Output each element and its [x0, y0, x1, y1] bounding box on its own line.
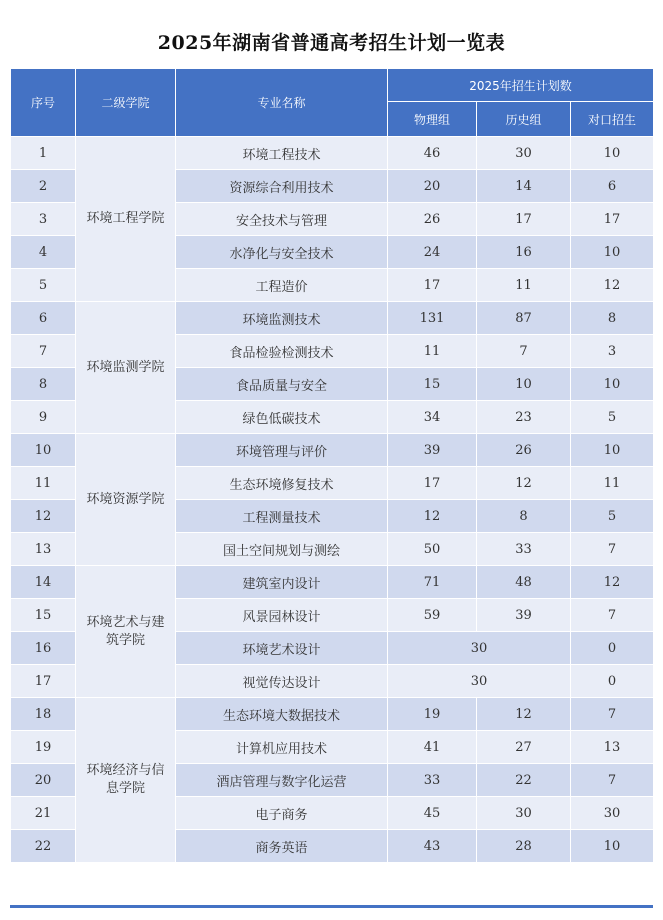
history-count: 12 — [477, 698, 571, 731]
major-name: 资源综合利用技术 — [176, 170, 388, 203]
major-name: 计算机应用技术 — [176, 731, 388, 764]
row-no: 10 — [11, 434, 76, 467]
header-college: 二级学院 — [76, 69, 176, 137]
physics-count: 39 — [388, 434, 477, 467]
row-no: 14 — [11, 566, 76, 599]
header-major: 专业名称 — [176, 69, 388, 137]
vocational-count: 11 — [571, 467, 654, 500]
row-no: 8 — [11, 368, 76, 401]
major-name: 水净化与安全技术 — [176, 236, 388, 269]
history-count: 10 — [477, 368, 571, 401]
major-name: 环境监测技术 — [176, 302, 388, 335]
history-count: 28 — [477, 830, 571, 863]
row-no: 11 — [11, 467, 76, 500]
physics-count: 17 — [388, 269, 477, 302]
physics-count: 59 — [388, 599, 477, 632]
row-no: 15 — [11, 599, 76, 632]
major-name: 建筑室内设计 — [176, 566, 388, 599]
physics-count: 71 — [388, 566, 477, 599]
major-name: 环境工程技术 — [176, 137, 388, 170]
major-name: 生态环境大数据技术 — [176, 698, 388, 731]
history-count: 48 — [477, 566, 571, 599]
physics-count: 15 — [388, 368, 477, 401]
major-name: 安全技术与管理 — [176, 203, 388, 236]
history-count: 12 — [477, 467, 571, 500]
row-no: 17 — [11, 665, 76, 698]
history-count: 26 — [477, 434, 571, 467]
row-no: 19 — [11, 731, 76, 764]
vocational-count: 10 — [571, 137, 654, 170]
row-no: 7 — [11, 335, 76, 368]
row-no: 18 — [11, 698, 76, 731]
vocational-count: 10 — [571, 368, 654, 401]
vocational-count: 8 — [571, 302, 654, 335]
vocational-count: 30 — [571, 797, 654, 830]
physics-count: 34 — [388, 401, 477, 434]
major-name: 工程测量技术 — [176, 500, 388, 533]
history-count: 7 — [477, 335, 571, 368]
college-name: 环境工程学院 — [76, 137, 176, 302]
table-row — [11, 137, 654, 170]
table-row — [11, 698, 654, 731]
row-no: 1 — [11, 137, 76, 170]
major-name: 食品质量与安全 — [176, 368, 388, 401]
table-header — [11, 69, 654, 137]
row-no: 16 — [11, 632, 76, 665]
header-physics: 物理组 — [388, 102, 477, 137]
vocational-count: 17 — [571, 203, 654, 236]
table-body — [11, 137, 654, 863]
major-name: 绿色低碳技术 — [176, 401, 388, 434]
history-count: 8 — [477, 500, 571, 533]
page-title: 2025年湖南省普通高考招生计划一览表 — [157, 32, 506, 54]
header-history: 历史组 — [477, 102, 571, 137]
college-name: 环境经济与信息学院 — [76, 698, 176, 863]
physics-count: 50 — [388, 533, 477, 566]
vocational-count: 6 — [571, 170, 654, 203]
physics-count: 11 — [388, 335, 477, 368]
history-count: 87 — [477, 302, 571, 335]
physics-count: 17 — [388, 467, 477, 500]
vocational-count: 7 — [571, 764, 654, 797]
physics-count: 43 — [388, 830, 477, 863]
vocational-count: 12 — [571, 566, 654, 599]
row-no: 9 — [11, 401, 76, 434]
vocational-count: 7 — [571, 533, 654, 566]
row-no: 2 — [11, 170, 76, 203]
major-name: 酒店管理与数字化运营 — [176, 764, 388, 797]
history-count: 11 — [477, 269, 571, 302]
physics-count: 46 — [388, 137, 477, 170]
physics-count: 20 — [388, 170, 477, 203]
row-no: 3 — [11, 203, 76, 236]
history-count: 22 — [477, 764, 571, 797]
vocational-count: 3 — [571, 335, 654, 368]
row-no: 22 — [11, 830, 76, 863]
history-count: 17 — [477, 203, 571, 236]
vocational-count: 5 — [571, 500, 654, 533]
vocational-count: 13 — [571, 731, 654, 764]
header-plan-group: 2025年招生计划数 — [388, 69, 654, 102]
major-name: 环境管理与评价 — [176, 434, 388, 467]
history-count: 33 — [477, 533, 571, 566]
major-name: 国土空间规划与测绘 — [176, 533, 388, 566]
major-name: 视觉传达设计 — [176, 665, 388, 698]
enrollment-plan-table — [10, 68, 654, 863]
major-name: 食品检验检测技术 — [176, 335, 388, 368]
vocational-count: 10 — [571, 830, 654, 863]
physics-count: 41 — [388, 731, 477, 764]
physics-count: 33 — [388, 764, 477, 797]
vocational-count: 10 — [571, 236, 654, 269]
row-no: 13 — [11, 533, 76, 566]
physics-count: 19 — [388, 698, 477, 731]
header-no: 序号 — [11, 69, 76, 137]
major-name: 电子商务 — [176, 797, 388, 830]
major-name: 工程造价 — [176, 269, 388, 302]
vocational-count: 7 — [571, 599, 654, 632]
vocational-count: 12 — [571, 269, 654, 302]
college-name: 环境监测学院 — [76, 302, 176, 434]
row-no: 6 — [11, 302, 76, 335]
physics-history-combined: 30 — [388, 665, 571, 698]
vocational-count: 0 — [571, 665, 654, 698]
history-count: 16 — [477, 236, 571, 269]
row-no: 20 — [11, 764, 76, 797]
major-name: 环境艺术设计 — [176, 632, 388, 665]
vocational-count: 7 — [571, 698, 654, 731]
major-name: 风景园林设计 — [176, 599, 388, 632]
row-no: 4 — [11, 236, 76, 269]
physics-count: 12 — [388, 500, 477, 533]
row-no: 21 — [11, 797, 76, 830]
table-row — [11, 566, 654, 599]
college-name: 环境艺术与建筑学院 — [76, 566, 176, 698]
vocational-count: 10 — [571, 434, 654, 467]
header-vocational: 对口招生 — [571, 102, 654, 137]
physics-history-combined: 30 — [388, 632, 571, 665]
vocational-count: 0 — [571, 632, 654, 665]
row-no: 12 — [11, 500, 76, 533]
college-name: 环境资源学院 — [76, 434, 176, 566]
history-count: 30 — [477, 137, 571, 170]
history-count: 39 — [477, 599, 571, 632]
major-name: 商务英语 — [176, 830, 388, 863]
history-count: 14 — [477, 170, 571, 203]
history-count: 30 — [477, 797, 571, 830]
physics-count: 131 — [388, 302, 477, 335]
physics-count: 45 — [388, 797, 477, 830]
row-no: 5 — [11, 269, 76, 302]
physics-count: 26 — [388, 203, 477, 236]
physics-count: 24 — [388, 236, 477, 269]
table-bottom-border — [10, 905, 653, 908]
table-row — [11, 434, 654, 467]
vocational-count: 5 — [571, 401, 654, 434]
table-row — [11, 302, 654, 335]
history-count: 27 — [477, 731, 571, 764]
history-count: 23 — [477, 401, 571, 434]
major-name: 生态环境修复技术 — [176, 467, 388, 500]
